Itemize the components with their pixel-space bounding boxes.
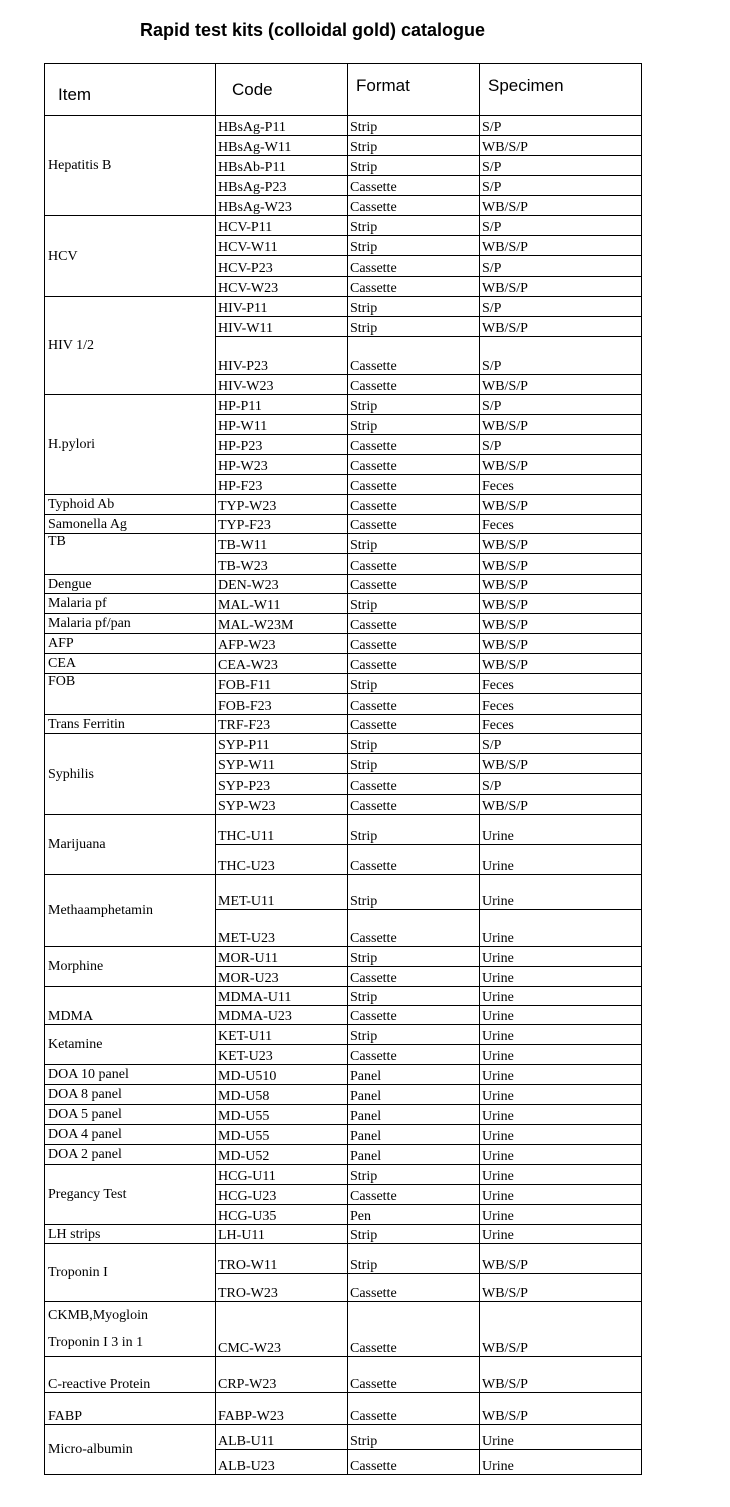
code-cell: SYP-W23 xyxy=(216,795,348,815)
specimen-cell: Feces xyxy=(480,515,642,534)
format-cell: Panel xyxy=(348,1145,480,1165)
specimen-cell: Urine xyxy=(480,815,642,845)
code-cell: HCG-U23 xyxy=(216,1185,348,1205)
item-cell xyxy=(45,1105,216,1125)
specimen-cell: Urine xyxy=(480,947,642,967)
format-cell: Strip xyxy=(348,734,480,754)
code-cell: HCV-W11 xyxy=(216,236,348,256)
code-cell: MD-U58 xyxy=(216,1085,348,1105)
format-cell: Cassette xyxy=(348,634,480,654)
table-row xyxy=(45,987,642,1006)
table-row xyxy=(45,515,642,534)
specimen-cell: Urine xyxy=(480,845,642,875)
code-cell: HBsAg-W11 xyxy=(216,136,348,156)
table-row xyxy=(45,1244,642,1274)
item-name: FABP xyxy=(48,1409,82,1424)
table-row xyxy=(45,715,642,734)
code-cell: SYP-P11 xyxy=(216,734,348,754)
format-cell: Strip xyxy=(348,1165,480,1185)
specimen-cell: Urine xyxy=(480,1045,642,1065)
format-cell: Cassette xyxy=(348,654,480,674)
item-cell xyxy=(45,216,216,297)
specimen-cell: WB/S/P xyxy=(480,1393,642,1425)
format-cell: Cassette xyxy=(348,1357,480,1393)
specimen-cell: Feces xyxy=(480,475,642,495)
specimen-cell: WB/S/P xyxy=(480,554,642,575)
format-cell: Cassette xyxy=(348,774,480,795)
format-cell: Pen xyxy=(348,1205,480,1225)
item-cell xyxy=(45,495,216,515)
item-name: HIV 1/2 xyxy=(48,338,95,353)
code-cell: MAL-W11 xyxy=(216,594,348,614)
item-name: Morphine xyxy=(48,959,104,974)
item-cell xyxy=(45,734,216,815)
specimen-cell: Feces xyxy=(480,674,642,694)
item-name: H.pylori xyxy=(48,437,96,452)
code-cell: MD-U55 xyxy=(216,1105,348,1125)
table-row xyxy=(45,875,642,910)
format-cell: Cassette xyxy=(348,575,480,594)
specimen-cell: S/P xyxy=(480,395,642,415)
format-cell: Cassette xyxy=(348,910,480,947)
item-cell xyxy=(45,674,216,715)
item-cell xyxy=(45,634,216,654)
specimen-cell: Urine xyxy=(480,1425,642,1450)
specimen-cell: WB/S/P xyxy=(480,455,642,475)
code-cell: HP-P11 xyxy=(216,395,348,415)
code-cell: TB-W11 xyxy=(216,534,348,554)
specimen-cell: S/P xyxy=(480,116,642,136)
code-cell: HBsAg-W23 xyxy=(216,196,348,216)
item-name: Pregancy Test xyxy=(48,1187,127,1202)
item-cell xyxy=(45,987,216,1025)
code-cell: FOB-F23 xyxy=(216,694,348,715)
table-row xyxy=(45,1302,642,1357)
code-cell: CMC-W23 xyxy=(216,1302,348,1357)
item-name: Malaria pf/pan xyxy=(48,616,131,631)
header-format: Format xyxy=(348,64,480,116)
table-row xyxy=(45,634,642,654)
format-cell: Strip xyxy=(348,216,480,236)
item-name: Malaria pf xyxy=(48,596,107,611)
item-cell xyxy=(45,1302,216,1357)
code-cell: MD-U52 xyxy=(216,1145,348,1165)
table-row xyxy=(45,495,642,515)
table-row xyxy=(45,1105,642,1125)
code-cell: MET-U23 xyxy=(216,910,348,947)
item-cell xyxy=(45,1065,216,1085)
specimen-cell: WB/S/P xyxy=(480,317,642,337)
code-cell: MDMA-U23 xyxy=(216,1006,348,1025)
item-cell xyxy=(45,116,216,216)
code-cell: HP-F23 xyxy=(216,475,348,495)
format-cell: Cassette xyxy=(348,277,480,297)
item-name: HCV xyxy=(48,248,78,264)
code-cell: FABP-W23 xyxy=(216,1393,348,1425)
catalogue-body xyxy=(45,116,642,1475)
item-cell xyxy=(45,594,216,614)
item-name: AFP xyxy=(48,636,74,651)
specimen-cell: Urine xyxy=(480,1006,642,1025)
specimen-cell: Urine xyxy=(480,1145,642,1165)
table-row xyxy=(45,1165,642,1185)
specimen-cell: WB/S/P xyxy=(480,375,642,395)
specimen-cell: Urine xyxy=(480,1125,642,1145)
table-row xyxy=(45,116,642,136)
item-name: C-reactive Protein xyxy=(48,1377,151,1392)
item-name: Troponin I xyxy=(48,1265,108,1280)
item-cell xyxy=(45,1085,216,1105)
item-name: CEA xyxy=(48,656,76,671)
item-name: Marijuana xyxy=(48,837,106,852)
format-cell: Cassette xyxy=(348,1450,480,1475)
code-cell: MD-U55 xyxy=(216,1125,348,1145)
format-cell: Strip xyxy=(348,395,480,415)
item-cell xyxy=(45,1225,216,1244)
specimen-cell: WB/S/P xyxy=(480,1302,642,1357)
specimen-cell: WB/S/P xyxy=(480,236,642,256)
code-cell: THC-U23 xyxy=(216,845,348,875)
header-row xyxy=(45,64,642,116)
format-cell: Strip xyxy=(348,594,480,614)
table-row xyxy=(45,395,642,415)
item-cell xyxy=(45,1145,216,1165)
item-cell xyxy=(45,1025,216,1065)
specimen-cell: Urine xyxy=(480,987,642,1006)
item-cell xyxy=(45,1125,216,1145)
format-cell: Strip xyxy=(348,947,480,967)
format-cell: Strip xyxy=(348,1425,480,1450)
code-cell: HP-W23 xyxy=(216,455,348,475)
format-cell: Strip xyxy=(348,136,480,156)
item-cell xyxy=(45,1357,216,1393)
format-cell: Cassette xyxy=(348,375,480,395)
format-cell: Cassette xyxy=(348,1006,480,1025)
item-cell xyxy=(45,575,216,594)
table-row xyxy=(45,815,642,845)
specimen-cell: S/P xyxy=(480,734,642,754)
table-row xyxy=(45,734,642,754)
specimen-cell: WB/S/P xyxy=(480,654,642,674)
table-row xyxy=(45,1425,642,1450)
table-row xyxy=(45,297,642,317)
item-name: Trans Ferritin xyxy=(48,716,125,732)
specimen-cell: S/P xyxy=(480,176,642,196)
format-cell: Cassette xyxy=(348,554,480,575)
format-cell: Cassette xyxy=(348,495,480,515)
format-cell: Cassette xyxy=(348,614,480,634)
table-row xyxy=(45,575,642,594)
format-cell: Strip xyxy=(348,236,480,256)
specimen-cell: WB/S/P xyxy=(480,634,642,654)
table-row xyxy=(45,1065,642,1085)
code-cell: HBsAg-P23 xyxy=(216,176,348,196)
item-cell xyxy=(45,1393,216,1425)
item-cell xyxy=(45,1165,216,1225)
specimen-cell: Feces xyxy=(480,694,642,715)
item-cell xyxy=(45,947,216,987)
format-cell: Strip xyxy=(348,1244,480,1274)
format-cell: Strip xyxy=(348,156,480,176)
code-cell: FOB-F11 xyxy=(216,674,348,694)
catalogue-table xyxy=(44,63,642,1475)
table-row xyxy=(45,674,642,694)
table-row xyxy=(45,1085,642,1105)
specimen-cell: WB/S/P xyxy=(480,415,642,435)
item-name: TB xyxy=(48,534,66,549)
code-cell: DEN-W23 xyxy=(216,575,348,594)
specimen-cell: Urine xyxy=(480,967,642,987)
specimen-cell: Urine xyxy=(480,1205,642,1225)
item-name: CKMB,Myogloin xyxy=(48,1308,148,1323)
code-cell: SYP-P23 xyxy=(216,774,348,795)
code-cell: TYP-F23 xyxy=(216,515,348,534)
code-cell: SYP-W11 xyxy=(216,754,348,774)
item-name: LH strips xyxy=(48,1226,101,1242)
code-cell: HIV-P11 xyxy=(216,297,348,317)
item-cell xyxy=(45,534,216,575)
format-cell: Cassette xyxy=(348,715,480,734)
specimen-cell: WB/S/P xyxy=(480,754,642,774)
format-cell: Panel xyxy=(348,1065,480,1085)
format-cell: Cassette xyxy=(348,694,480,715)
format-cell: Strip xyxy=(348,415,480,435)
format-cell: Cassette xyxy=(348,455,480,475)
specimen-cell: Urine xyxy=(480,910,642,947)
specimen-cell: Urine xyxy=(480,1105,642,1125)
code-cell: TRF-F23 xyxy=(216,715,348,734)
table-row xyxy=(45,1225,642,1244)
specimen-cell: WB/S/P xyxy=(480,594,642,614)
header-item: Item xyxy=(45,64,216,116)
specimen-cell: WB/S/P xyxy=(480,277,642,297)
specimen-cell: S/P xyxy=(480,156,642,176)
format-cell: Cassette xyxy=(348,1045,480,1065)
code-cell: TRO-W23 xyxy=(216,1274,348,1302)
format-cell: Strip xyxy=(348,297,480,317)
item-name: DOA 4 panel xyxy=(48,1127,122,1142)
item-name: MDMA xyxy=(48,1009,94,1024)
format-cell: Cassette xyxy=(348,1393,480,1425)
table-row xyxy=(45,654,642,674)
format-cell: Panel xyxy=(348,1085,480,1105)
item-cell xyxy=(45,395,216,495)
item-name: Methaamphetamin xyxy=(48,903,153,918)
item-name-line2: Troponin I 3 in 1 xyxy=(48,1335,144,1350)
code-cell: CRP-W23 xyxy=(216,1357,348,1393)
format-cell: Cassette xyxy=(348,1302,480,1357)
format-cell: Cassette xyxy=(348,795,480,815)
format-cell: Strip xyxy=(348,534,480,554)
format-cell: Strip xyxy=(348,815,480,845)
item-name: FOB xyxy=(48,674,76,689)
specimen-cell: WB/S/P xyxy=(480,575,642,594)
specimen-cell: Feces xyxy=(480,715,642,734)
format-cell: Cassette xyxy=(348,256,480,277)
table-row xyxy=(45,947,642,967)
specimen-cell: Urine xyxy=(480,875,642,910)
code-cell: MAL-W23M xyxy=(216,614,348,634)
code-cell: LH-U11 xyxy=(216,1225,348,1244)
specimen-cell: WB/S/P xyxy=(480,1274,642,1302)
code-cell: HP-P23 xyxy=(216,435,348,455)
format-cell: Cassette xyxy=(348,176,480,196)
table-row xyxy=(45,1145,642,1165)
specimen-cell: WB/S/P xyxy=(480,614,642,634)
code-cell: HBsAg-P11 xyxy=(216,116,348,136)
table-row xyxy=(45,1357,642,1393)
specimen-cell: S/P xyxy=(480,337,642,375)
table-row xyxy=(45,1125,642,1145)
format-cell: Strip xyxy=(348,754,480,774)
table-row xyxy=(45,534,642,554)
specimen-cell: S/P xyxy=(480,435,642,455)
code-cell: AFP-W23 xyxy=(216,634,348,654)
code-cell: KET-U11 xyxy=(216,1025,348,1045)
code-cell: TYP-W23 xyxy=(216,495,348,515)
code-cell: TRO-W11 xyxy=(216,1244,348,1274)
specimen-cell: S/P xyxy=(480,216,642,236)
item-name: DOA 8 panel xyxy=(48,1087,122,1102)
item-name: Hepatitis B xyxy=(48,158,112,173)
format-cell: Cassette xyxy=(348,845,480,875)
table-row xyxy=(45,594,642,614)
format-cell: Cassette xyxy=(348,435,480,455)
specimen-cell: WB/S/P xyxy=(480,495,642,515)
item-name: Micro-albumin xyxy=(48,1442,133,1457)
specimen-cell: WB/S/P xyxy=(480,1244,642,1274)
table-row xyxy=(45,614,642,634)
item-name: Samonella Ag xyxy=(48,516,127,532)
item-cell xyxy=(45,614,216,634)
code-cell: HBsAb-P11 xyxy=(216,156,348,176)
table-row xyxy=(45,1025,642,1045)
code-cell: HCG-U11 xyxy=(216,1165,348,1185)
item-cell xyxy=(45,515,216,534)
format-cell: Strip xyxy=(348,674,480,694)
code-cell: MD-U510 xyxy=(216,1065,348,1085)
item-name: DOA 2 panel xyxy=(48,1147,122,1162)
code-cell: MDMA-U11 xyxy=(216,987,348,1006)
code-cell: TB-W23 xyxy=(216,554,348,575)
code-cell: ALB-U11 xyxy=(216,1425,348,1450)
specimen-cell: S/P xyxy=(480,297,642,317)
item-cell xyxy=(45,715,216,734)
format-cell: Strip xyxy=(348,1225,480,1244)
format-cell: Cassette xyxy=(348,196,480,216)
code-cell: HIV-P23 xyxy=(216,337,348,375)
format-cell: Strip xyxy=(348,317,480,337)
format-cell: Strip xyxy=(348,1025,480,1045)
specimen-cell: S/P xyxy=(480,256,642,277)
code-cell: HCV-P23 xyxy=(216,256,348,277)
specimen-cell: WB/S/P xyxy=(480,1357,642,1393)
code-cell: HCV-W23 xyxy=(216,277,348,297)
item-name: Ketamine xyxy=(48,1037,103,1052)
specimen-cell: Urine xyxy=(480,1085,642,1105)
code-cell: THC-U11 xyxy=(216,815,348,845)
specimen-cell: Urine xyxy=(480,1450,642,1475)
code-cell: ALB-U23 xyxy=(216,1450,348,1475)
code-cell: HCV-P11 xyxy=(216,216,348,236)
format-cell: Cassette xyxy=(348,967,480,987)
header-specimen: Specimen xyxy=(480,64,642,116)
format-cell: Cassette xyxy=(348,1274,480,1302)
format-cell: Strip xyxy=(348,875,480,910)
item-cell xyxy=(45,297,216,395)
specimen-cell: Urine xyxy=(480,1185,642,1205)
specimen-cell: Urine xyxy=(480,1025,642,1045)
item-name: Typhoid Ab xyxy=(48,497,115,512)
specimen-cell: S/P xyxy=(480,774,642,795)
table-row xyxy=(45,216,642,236)
specimen-cell: WB/S/P xyxy=(480,534,642,554)
item-cell xyxy=(45,815,216,875)
format-cell: Cassette xyxy=(348,515,480,534)
item-name: Dengue xyxy=(48,576,92,592)
format-cell: Strip xyxy=(348,987,480,1006)
header-code: Code xyxy=(216,64,348,116)
specimen-cell: WB/S/P xyxy=(480,136,642,156)
specimen-cell: WB/S/P xyxy=(480,795,642,815)
code-cell: MOR-U23 xyxy=(216,967,348,987)
format-cell: Panel xyxy=(348,1105,480,1125)
specimen-cell: Urine xyxy=(480,1165,642,1185)
item-cell xyxy=(45,1425,216,1475)
item-name: DOA 5 panel xyxy=(48,1107,122,1122)
code-cell: HIV-W23 xyxy=(216,375,348,395)
code-cell: KET-U23 xyxy=(216,1045,348,1065)
format-cell: Panel xyxy=(348,1125,480,1145)
format-cell: Cassette xyxy=(348,1185,480,1205)
format-cell: Strip xyxy=(348,116,480,136)
item-name: Syphilis xyxy=(48,766,94,782)
code-cell: HIV-W11 xyxy=(216,317,348,337)
code-cell: CEA-W23 xyxy=(216,654,348,674)
code-cell: HP-W11 xyxy=(216,415,348,435)
specimen-cell: Urine xyxy=(480,1225,642,1244)
code-cell: HCG-U35 xyxy=(216,1205,348,1225)
format-cell: Cassette xyxy=(348,337,480,375)
code-cell: MET-U11 xyxy=(216,875,348,910)
format-cell: Cassette xyxy=(348,475,480,495)
catalogue-title: Rapid test kits (colloidal gold) catalogue xyxy=(139,20,486,40)
item-name: DOA 10 panel xyxy=(48,1067,129,1082)
item-cell xyxy=(45,1244,216,1302)
specimen-cell: Urine xyxy=(480,1065,642,1085)
table-row xyxy=(45,1393,642,1425)
code-cell: MOR-U11 xyxy=(216,947,348,967)
specimen-cell: WB/S/P xyxy=(480,196,642,216)
item-cell xyxy=(45,654,216,674)
item-cell xyxy=(45,875,216,947)
